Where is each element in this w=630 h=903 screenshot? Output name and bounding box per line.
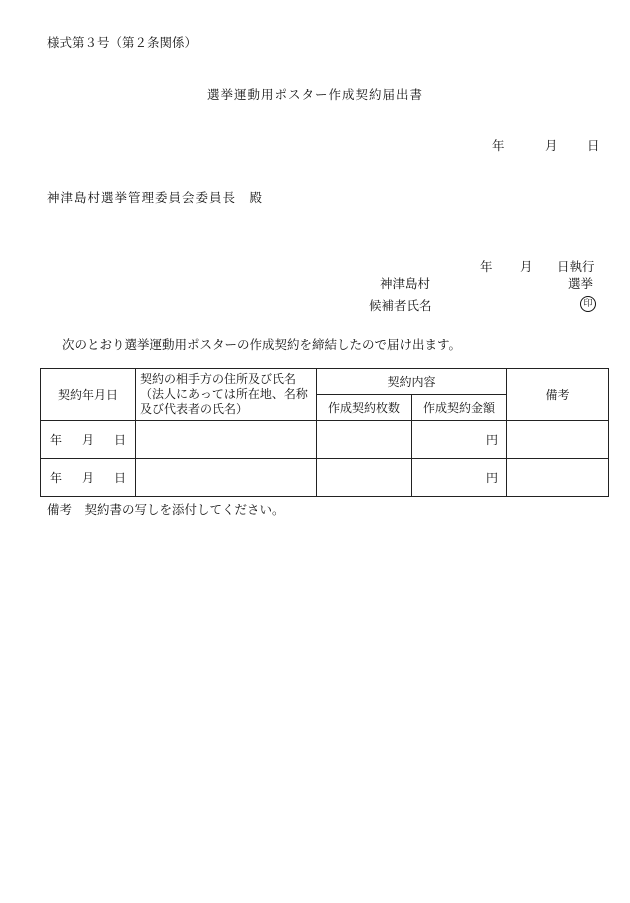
yen-label: 円 xyxy=(486,471,499,485)
header-remarks: 備考 xyxy=(507,369,609,421)
date-month-label: 月 xyxy=(545,138,558,153)
row-day: 日 xyxy=(114,433,127,447)
village-name: 神津島村 xyxy=(380,276,431,291)
contract-table xyxy=(40,368,609,497)
date-year-label: 年 xyxy=(492,138,505,153)
contract-date-cell[interactable] xyxy=(41,459,136,497)
row-month: 月 xyxy=(81,433,94,447)
remarks-cell[interactable] xyxy=(507,459,609,497)
header-contract-amount: 作成契約金額 xyxy=(412,395,507,421)
contract-party-cell[interactable] xyxy=(136,459,317,497)
sheet-count-cell[interactable] xyxy=(317,459,412,497)
yen-label: 円 xyxy=(486,433,499,447)
form-number: 様式第３号（第２条関係） xyxy=(47,35,198,50)
table-row xyxy=(41,459,609,497)
sheet-count-cell[interactable] xyxy=(317,421,412,459)
contract-party-cell[interactable] xyxy=(136,421,317,459)
header-contract-date: 契約年月日 xyxy=(41,369,136,421)
header-sheet-count: 作成契約枚数 xyxy=(317,395,412,421)
table-row xyxy=(41,421,609,459)
election-day-executed-label: 日執行 xyxy=(557,259,595,274)
contract-amount-cell[interactable] xyxy=(412,421,507,459)
candidate-name-label: 候補者氏名 xyxy=(369,298,432,313)
row-month: 月 xyxy=(81,471,94,485)
election-year-label: 年 xyxy=(480,259,493,274)
election-label: 選挙 xyxy=(568,276,594,291)
remarks-note: 備考 契約書の写しを添付してください。 xyxy=(47,502,285,517)
contract-amount-cell[interactable] xyxy=(412,459,507,497)
header-contract-party: 契約の相手方の住所及び氏名（法人にあっては所在地、名称及び代表者の氏名） xyxy=(136,369,317,421)
row-year: 年 xyxy=(49,471,62,485)
remarks-cell[interactable] xyxy=(507,421,609,459)
date-day-label: 日 xyxy=(587,138,600,153)
addressee: 神津島村選挙管理委員会委員長 殿 xyxy=(47,190,264,205)
row-year: 年 xyxy=(49,433,62,447)
header-contract-content: 契約内容 xyxy=(317,369,507,395)
document-title: 選挙運動用ポスター作成契約届出書 xyxy=(206,87,423,102)
row-day: 日 xyxy=(114,471,127,485)
statement-text: 次のとおり選挙運動用ポスターの作成契約を締結したので届け出ます。 xyxy=(62,337,462,352)
election-month-label: 月 xyxy=(520,259,533,274)
seal-mark: 印 xyxy=(580,296,596,312)
contract-date-cell[interactable] xyxy=(41,421,136,459)
